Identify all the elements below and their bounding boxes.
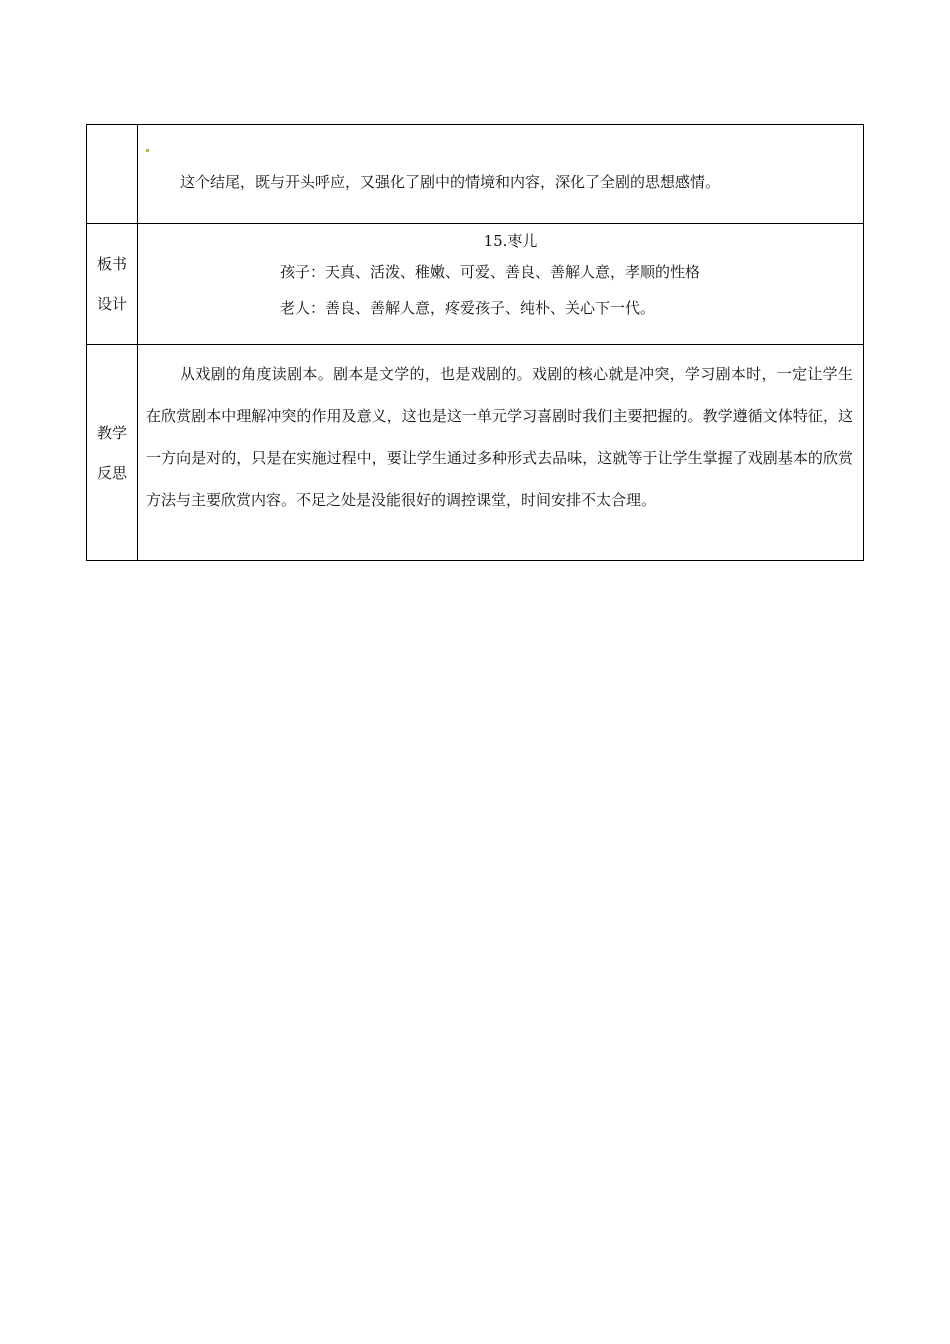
- board-design-cell: [138, 224, 864, 345]
- board-design-label-line2: 设计: [96, 295, 127, 313]
- conclusion-text: 这个结尾，既与开头呼应，又强化了剧中的情境和内容，深化了全剧的思想感情。: [180, 173, 721, 191]
- board-design-label-line1: 板书: [96, 255, 127, 273]
- conclusion-cell: [138, 125, 864, 224]
- lesson-plan-table: [86, 124, 864, 561]
- teaching-reflection-cell: [138, 345, 864, 561]
- teaching-reflection-label-line2: 反思: [96, 463, 127, 482]
- conclusion-row: [87, 125, 864, 224]
- reflection-text: 从戏剧的角度读剧本。剧本是文学的，也是戏剧的。戏剧的核心就是冲突，学习剧本时，一定让学生在欣赏剧本中理解冲突的作用及意义，这也是这一单元学习喜剧时我们主要把握的。教学遵循文体特征，这一方向是对的，只是在实施过程中，要让学生通过多种形式去品味，这就等于让学生掌握了戏剧基本的欣赏方法与主要欣赏内容。不足之处是没能很好的调控课堂，时间安排不太合理。: [146, 365, 853, 509]
- teaching-reflection-row: [87, 345, 864, 561]
- lesson-title: 15.枣儿: [483, 232, 538, 250]
- teaching-reflection-label: [87, 345, 138, 561]
- teaching-reflection-label-line1: 教学: [96, 423, 127, 442]
- board-design-content: [138, 224, 863, 344]
- board-design-label: [87, 224, 138, 345]
- anchor-marker: [146, 149, 149, 152]
- child-traits-line: 孩子：天真、活泼、稚嫩、可爱、善良、善解人意，孝顺的性格: [280, 263, 701, 281]
- elder-traits-line: 老人：善良、善解人意，疼爱孩子、纯朴、关心下一代。: [280, 299, 656, 317]
- board-design-row: [87, 224, 864, 345]
- empty-label-cell: [87, 125, 138, 224]
